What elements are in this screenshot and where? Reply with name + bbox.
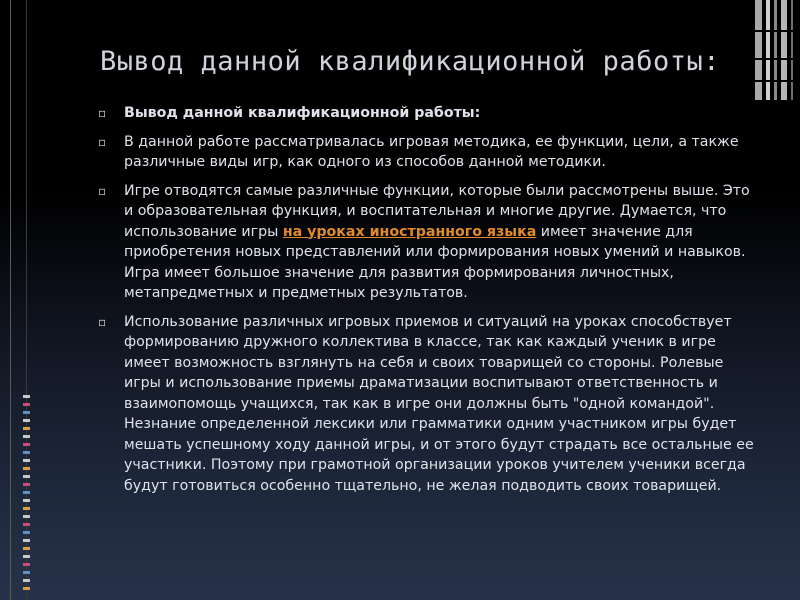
color-dash xyxy=(23,411,30,414)
color-dash xyxy=(23,459,30,462)
list-item xyxy=(98,103,756,124)
bullet-square-icon: ▫ xyxy=(98,183,107,198)
bullet-text-before: Игре отводятся самые различные функции, которые были рассмотрены выше. Это и образовательная функция, и воспитательная и многие другие. Думается, что использование игры xyxy=(124,182,750,240)
left-decoration xyxy=(0,0,36,600)
top-right-decoration xyxy=(755,0,800,110)
color-dash xyxy=(23,539,30,542)
color-dash xyxy=(23,395,30,398)
bullet-square-icon: ▫ xyxy=(98,106,107,120)
color-dash xyxy=(23,491,30,494)
color-dash xyxy=(23,587,30,590)
bullet-list xyxy=(98,103,756,504)
deco-strip xyxy=(774,0,777,100)
deco-cut xyxy=(755,30,800,32)
color-dash xyxy=(23,451,30,454)
deco-cut xyxy=(755,58,800,60)
color-dash xyxy=(23,547,30,550)
color-dash xyxy=(23,531,30,534)
color-dash xyxy=(23,419,30,422)
color-dash xyxy=(23,579,30,582)
color-dash xyxy=(23,507,30,510)
color-dash xyxy=(23,499,30,502)
deco-cut xyxy=(755,80,800,82)
color-dash xyxy=(23,555,30,558)
color-dash xyxy=(23,571,30,574)
color-dash xyxy=(23,563,30,566)
color-dash xyxy=(23,483,30,486)
color-dash-column xyxy=(23,395,30,600)
color-dash xyxy=(23,467,30,470)
color-dash xyxy=(23,403,30,406)
slide-title: Вывод данной квалификационной работы: xyxy=(100,46,720,77)
deco-strip xyxy=(791,0,793,100)
bullet-text-after: имеет значение для приобретения новых представлений или формирования новых умений и навыков. Игра имеет большое значение для развития формирования личностных, метапредметных и предметных результатов. xyxy=(124,223,746,301)
bullet-text: В данной работе рассматривалась игровая методика, ее функции, цели, а также различные виды игр, как одного из способов данной методики. xyxy=(124,133,739,170)
list-item xyxy=(98,132,756,173)
lesson-link[interactable]: на уроках иностранного языка xyxy=(282,223,537,240)
bullet-heading: Вывод данной квалификационной работы: xyxy=(124,105,481,121)
bullet-square-icon: ▫ xyxy=(98,314,107,329)
list-item xyxy=(98,312,756,497)
color-dash xyxy=(23,523,30,526)
color-dash xyxy=(23,427,30,430)
left-rule-line xyxy=(10,0,11,600)
color-dash xyxy=(23,515,30,518)
deco-strip xyxy=(781,0,787,100)
bullet-text: Использование различных игровых приемов и ситуаций на уроках способствует формированию дружного коллектива в классе, так как каждый ученик в игре имеет возможность взглянуть на себя и своих товарищей со стороны. Ролевые игры и использование приемы драматизации воспитывают ответственность и взаимопомощь учащихся, так как в игре они должны быть "одной командой". Незнание определенной лексики или грамматики одним участником игры будет мешать успешному ходу данной игры, и от этого будут страдать все остальные ее участники. Поэтому при грамотной организации уроков учителем ученики всегда будут готовиться особенно тщательно, не желая подводить своих товарищей. xyxy=(124,313,754,494)
deco-strip xyxy=(766,0,770,100)
list-item xyxy=(98,181,756,304)
bullet-square-icon: ▫ xyxy=(98,134,107,149)
color-dash xyxy=(23,435,30,438)
color-dash xyxy=(23,475,30,478)
color-dash xyxy=(23,443,30,446)
